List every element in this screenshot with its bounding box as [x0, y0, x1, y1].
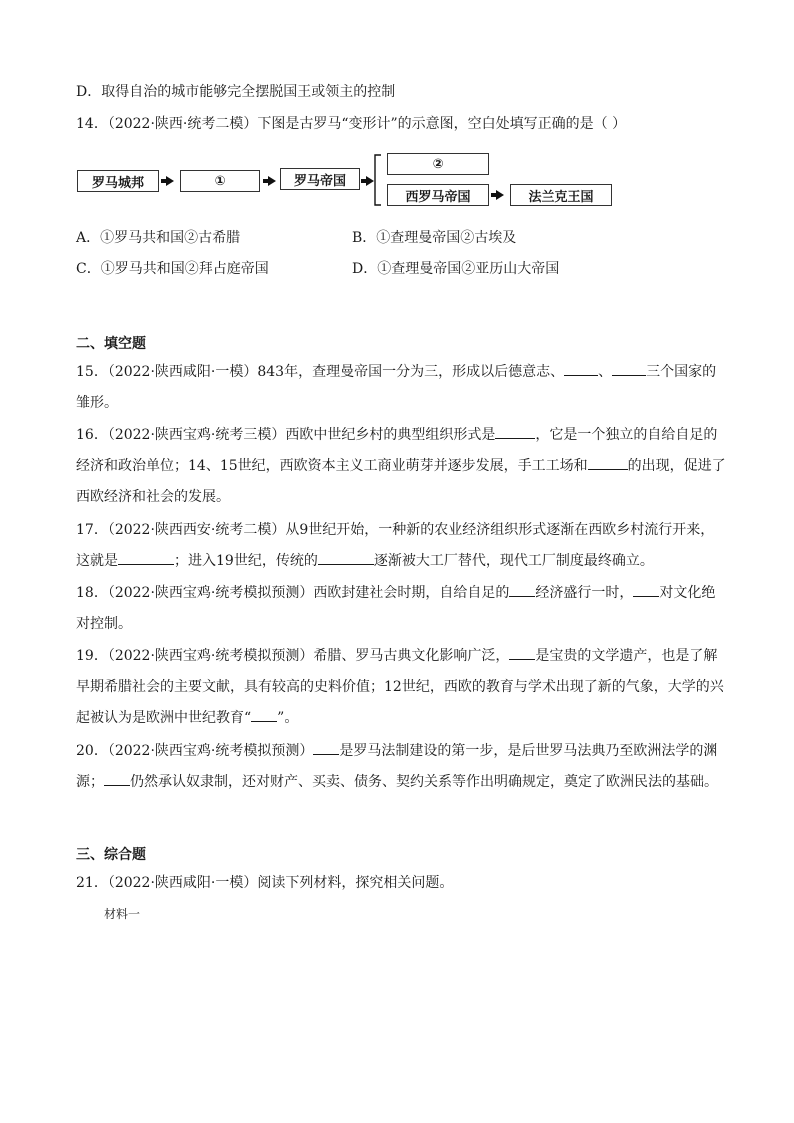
- q15: 15．（2022·陕西咸阳·一模）843年，查理曼帝国一分为三，形成以后德意志、 、 三个国家的雏形。: [76, 357, 726, 419]
- answer-blank: [495, 424, 535, 439]
- q16: 16．（2022·陕西宝鸡·统考三模）西欧中世纪乡村的典型组织形式是 ，它是一个独立的自给自足的经济和政治单位；14、15世纪，西欧资本主义工商业萌芽并逐步发展，手工工场和 的出现，促进了西欧经济和社会的发展。: [76, 420, 726, 513]
- q14-option-a: A．①罗马共和国②古希腊: [76, 230, 241, 246]
- q21-stem: 21．（2022·陕西咸阳·一模）阅读下列材料，探究相关问题。: [76, 875, 454, 891]
- q17: 17．（2022·陕西西安·统考二模）从9世纪开始，一种新的农业经济组织形式逐渐在西欧乡村流行开来，这就是 ；进入19世纪，传统的 逐渐被大工厂替代，现代工厂制度最终确立。: [76, 522, 715, 569]
- q18: 18．（2022·陕西宝鸡·统考模拟预测）西欧封建社会时期，自给自足的 经济盛行一时， 对文化绝对控制。: [76, 578, 726, 640]
- diagram-box-western-roman-empire: 西罗马帝国: [387, 184, 489, 206]
- q14-stem: 14．（2022·陕西·统考二模）下图是古罗马“变形计”的示意图，空白处填写正确的是（ ）: [76, 116, 627, 132]
- material-1-label: 材料一: [104, 907, 141, 921]
- q14-option-b: B．①查理曼帝国②古埃及: [352, 230, 517, 246]
- diagram-box-roman-city-state: 罗马城邦: [77, 170, 159, 192]
- section-fill-in-heading: 二、填空题: [76, 336, 146, 352]
- q19: 19．（2022·陕西宝鸡·统考模拟预测）希腊、罗马古典文化影响广泛， 是宝贵的文学遗产，也是了解早期希腊社会的主要文献，具有较高的史料价值；12世纪，西欧的教育与学术出现了新的气象，大学的兴起被认为是欧洲中世纪教育“ ”。: [76, 641, 726, 734]
- arrow-icon: [166, 176, 174, 186]
- q20: 20．（2022·陕西宝鸡·统考模拟预测） 是罗马法制建设的第一步，是后世罗马法典乃至欧洲法学的渊源； 仍然承认奴隶制，还对财产、买卖、债务、契约关系等作出明确规定，奠定了欧洲民法的基础。: [76, 736, 726, 798]
- answer-blank: [118, 550, 174, 565]
- answer-blank: [564, 361, 598, 376]
- diagram-box-blank-1: ①: [180, 170, 260, 192]
- answer-blank: [509, 645, 535, 660]
- answer-blank: [633, 582, 659, 597]
- answer-blank: [509, 582, 535, 597]
- answer-blank: [251, 707, 277, 722]
- q13-option-d: D．取得自治的城市能够完全摆脱国王或领主的控制: [76, 84, 396, 100]
- answer-blank: [588, 455, 628, 470]
- q14-option-c: C．①罗马共和国②拜占庭帝国: [76, 261, 269, 277]
- section-comprehensive-heading: 三、综合题: [76, 847, 146, 863]
- brace-icon: [372, 154, 382, 206]
- diagram-box-roman-empire: 罗马帝国: [280, 168, 360, 190]
- diagram-box-blank-2: ②: [387, 153, 489, 175]
- diagram-box-frankish-kingdom: 法兰克王国: [510, 184, 612, 206]
- answer-blank: [313, 740, 339, 755]
- answer-blank: [612, 361, 646, 376]
- arrow-icon: [496, 190, 504, 200]
- q14-option-d: D．①查理曼帝国②亚历山大帝国: [352, 261, 560, 277]
- answer-blank: [104, 771, 130, 786]
- answer-blank: [318, 550, 374, 565]
- arrow-icon: [268, 176, 276, 186]
